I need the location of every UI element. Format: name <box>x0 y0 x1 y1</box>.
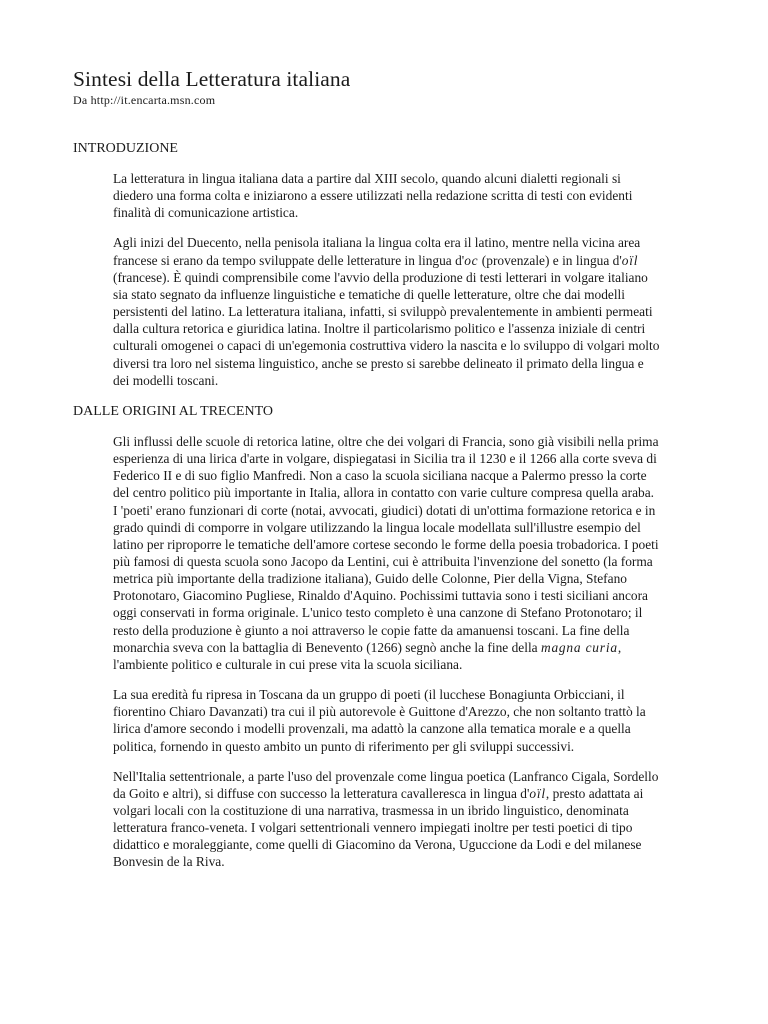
document-page <box>73 66 673 871</box>
paragraph <box>113 768 661 871</box>
section-heading-origini: DALLE ORIGINI AL TRECENTO <box>73 403 273 419</box>
paragraph <box>113 686 661 755</box>
italic-term: magna curia <box>540 639 618 655</box>
paragraph <box>113 433 661 673</box>
text-run: La sua eredità fu ripresa in Toscana da un gruppo di poeti (il lucchese Bonagiunta Orbicciani, il fiorentino Chiaro Davanzati) tra cui il più autorevole è Guittone d'Arezzo, che non soltanto trattò la lirica d'amore secondo i modelli provenzali, ma adattò la canzone alla tematica morale e a quella politica, fornendo in questo ambito un punto di riferimento per gli sviluppi successivi. <box>113 687 646 754</box>
text-run: , presto adattata ai volgari locali con la costituzione di una narrativa, trasmessa in un ibrido linguistico, denominata letteratura franco-veneta. I volgari settentrionali vennero impiegati inoltre per testi poetici di tipo didattico e moraleggiante, come quelli di Giacomino da Verona, Uguccione da Lodi e del milanese Bonvesin de la Riva. <box>113 785 644 870</box>
text-run: (provenzale) e in lingua d' <box>478 252 622 268</box>
section-heading-introduzione: INTRODUZIONE <box>73 141 178 156</box>
section-body-introduzione <box>113 170 661 389</box>
document-source: Da http://it.encarta.msn.com <box>73 93 216 107</box>
text-run: Gli influssi delle scuole di retorica latine, oltre che dei volgari di Francia, sono già visibili nella prima esperienza di una lirica d'arte in volgare, dispiegatasi in Sicilia tra il 1230 e il 1266 alla corte sveva di Federico II e di suo figlio Manfredi. Non a caso la scuola siciliana nacque a Palermo presso la corte del centro politico più importante in Italia, allora in contatto con varie culture compresa quella araba. I 'poeti' erano funzionari di corte (notai, avvocati, giudici) dotati di un'ottima formazione retorica e in grado quindi di comporre in volgare utilizzando la lingua locale modellata sull'illustre esempio del latino per riproporre le tematiche dell'amore cortese secondo le forme della poesia trobadorica. I poeti più famosi di questa scuola sono Jacopo da Lentini, cui è attribuita l'invenzione del sonetto (la forma metrica più importante della tradizione italiana), Guido delle Colonne, Pier della Vigna, Stefano Protonotaro, Giacomino Pugliese, Rinaldo d'Aquino. Pochissimi tuttavia sono i testi siciliani ancora oggi conservati in forma originale. L'unico testo completo è una canzone di Stefano Protonotaro; il resto della produzione è giunto a noi attraverso le copie fatte da amanuensi toscani. La fine della monarchia sveva con la battaglia di Benevento (1266) segnò anche la fine della <box>113 433 659 655</box>
text-run: La letteratura in lingua italiana data a partire dal XIII secolo, quando alcuni dialetti regionali si diedero una forma colta e iniziarono a essere utilizzati nella redazione scritta di testi con evidenti finalità di comunicazione artistica. <box>113 171 633 221</box>
section-body-origini <box>113 433 661 871</box>
text-run: , l'ambiente politico e culturale in cui prese vita la scuola siciliana. <box>113 639 622 672</box>
paragraph <box>113 170 661 221</box>
text-run: Nell'Italia settentrionale, a parte l'uso del provenzale come lingua poetica (Lanfranco Cigala, Sordello da Goito e altri), si diffuse con successo la letteratura cavalleresca in lingua d' <box>113 768 659 801</box>
text-run: Agli inizi del Duecento, nella penisola italiana la lingua colta era il latino, mentre nella vicina area francese si erano da tempo sviluppate delle letterature in lingua d' <box>113 235 641 268</box>
italic-term: oïl <box>621 252 639 268</box>
document-title: Sintesi della Letteratura italiana <box>73 67 351 91</box>
italic-term: oïl <box>529 785 546 801</box>
paragraph <box>113 234 661 388</box>
text-run: (francese). È quindi comprensibile come l'avvio della produzione di testi letterari in volgare italiano sia stato segnato da influenze linguistiche e tematiche di quelle letterature, oltre che dai modelli persistenti del latino. La letteratura italiana, infatti, si sviluppò prevalentemente in ambienti permeati dalla cultura retorica e giuridica latina. Inoltre il particolarismo politico e l'assenza iniziale di centri culturali omogenei o capaci di un'egemonia costruttiva videro la nascita e lo sviluppo di volgari molto diversi tra loro nel sistema linguistico, anche se presto si sarebbe delineato il primato della lingua e dei modelli toscani. <box>113 269 660 388</box>
italic-term: oc <box>464 252 479 268</box>
